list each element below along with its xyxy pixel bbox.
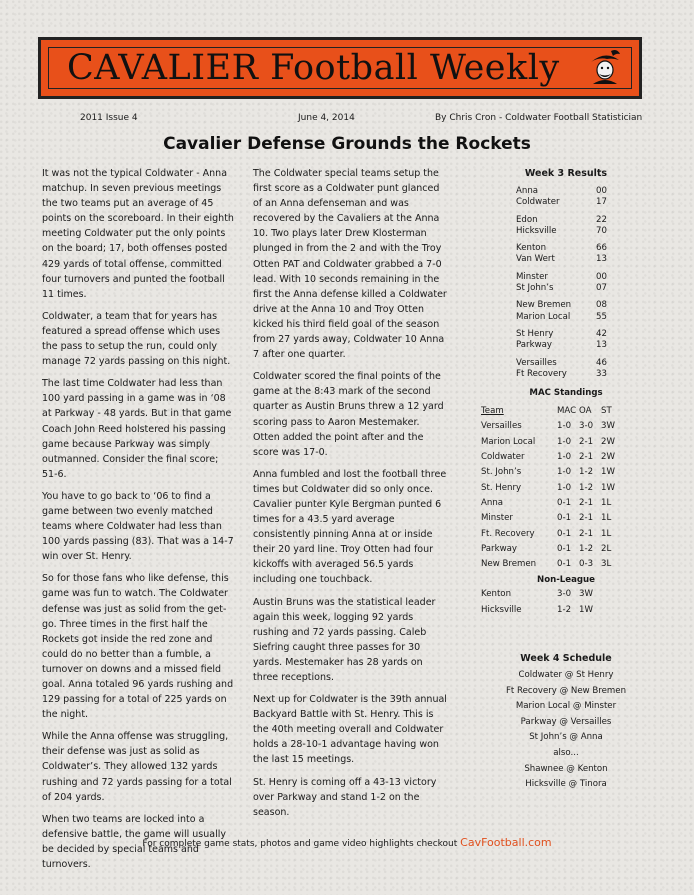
paragraph: When two teams are locked into a defensive battle, the game will usually be decided by special teams and turnovers. [42, 813, 226, 871]
paragraph: Next up for Coldwater is the 39th annual Backyard Battle with St. Henry. This is the 40th meeting overall and Coldwater holds a 28-10-1 advantage having won the last 15 meetings. [253, 694, 447, 766]
standings-row [481, 496, 662, 511]
team-name: St John’s [516, 283, 554, 294]
schedule-item: Marion Local @ Minster [515, 701, 617, 712]
paragraph: Coldwater scored the final points of the game at the 8:43 mark of the second quarter as Austin Bruns threw a 12 yard scoring pass to Aaron Mestemaker. Otten added the point after and the score was 17-0. [253, 371, 444, 458]
paragraph: While the Anna offense was struggling, their defense was just as solid as Coldwater’s. They allowed 132 yards rushing and 72 yards passing for a total of 204 yards. [42, 731, 232, 803]
game-result [516, 329, 662, 352]
standings-row [481, 481, 662, 496]
team-name: Ft Recovery [516, 368, 567, 379]
issue-date: June 4, 2014 [298, 113, 355, 123]
nonleague-cell: 1-2 [557, 604, 572, 615]
team-name: Parkway [516, 340, 552, 351]
standings-row [481, 450, 662, 465]
paragraph: It was not the typical Coldwater - Anna matchup. In seven previous meetings the two teams put an average of 45 points on the scoreboard. In their eighth meeting Coldwater put the only points on the board; 17, both offenses posted 429 yards of total offense, committed four turnovers and punted the football 11 times. [42, 168, 234, 300]
team-name: St Henry [516, 328, 554, 339]
game-result [516, 186, 662, 209]
team-score: 22 [596, 214, 607, 225]
paragraph: Anna fumbled and lost the football three times but Coldwater did so only once. Cavalier punter Kyle Bergman punted 6 times for a 43.5 yard average consistently pinning Anna at or inside their 20 yard line. Troy Otten had four kickoffs with averaged 56.5 yards including one touchback. [253, 468, 447, 586]
team-name: Marion Local [516, 311, 571, 322]
standings-cell: Anna [481, 497, 504, 508]
article-headline: Cavalier Defense Grounds the Rockets [163, 134, 531, 154]
team-score: 00 [596, 186, 607, 196]
team-name: Van Wert [516, 254, 555, 265]
standings-cell: 1L [601, 513, 612, 524]
game-result [516, 358, 662, 381]
footer-link[interactable]: CavFootball.com [460, 836, 552, 849]
standings-row [481, 557, 662, 572]
game-result [516, 215, 662, 238]
standings-cell: 1W [601, 467, 615, 478]
game-result [516, 300, 662, 323]
standings-header: MAC [557, 406, 577, 417]
standings-cell: 2W [601, 452, 615, 463]
nonleague-row [481, 603, 662, 618]
nonleague-cell: Kenton [481, 589, 512, 600]
standings-cell: New Bremen [481, 559, 537, 570]
standings-cell: 3L [601, 559, 612, 570]
team-name: Kenton [516, 243, 547, 254]
schedule-item: Ft Recovery @ New Bremen [505, 685, 627, 696]
standings-list [470, 419, 662, 572]
standings-row [481, 435, 662, 450]
standings-cell: 0-1 [557, 543, 572, 554]
standings-title: MAC Standings [529, 388, 603, 399]
standings-cell: 1W [601, 482, 615, 493]
standings-cell: 1-0 [557, 436, 572, 447]
team-score: 08 [596, 300, 607, 311]
standings-cell: St. John’s [481, 467, 522, 478]
standings-header: Team [481, 406, 504, 417]
team-score: 33 [596, 368, 607, 379]
issue-number: 2011 Issue 4 [80, 113, 138, 123]
standings-cell: 2-1 [579, 497, 594, 508]
standings-cell: 2-1 [579, 513, 594, 524]
standings-cell: Parkway [481, 543, 517, 554]
team-score: 46 [596, 357, 607, 368]
schedule-item: St John’s @ Anna [529, 732, 603, 743]
game-result [516, 243, 662, 266]
team-score: 13 [596, 340, 607, 351]
nonleague-cell: 1W [579, 604, 593, 615]
paragraph: Coldwater, a team that for years has featured a spread offense which uses the pass to setup the run, could only manage 72 yards passing on this night. [42, 310, 231, 368]
sidebar [470, 168, 662, 793]
standings-header: ST [601, 406, 612, 417]
standings-cell: 2-1 [579, 528, 594, 539]
standings-cell: 0-1 [557, 559, 572, 570]
nonleague-cell: Hicksville [481, 604, 522, 615]
nonleague-title: Non-League [537, 575, 595, 586]
masthead-title: CAVALIER Football Weekly [67, 48, 560, 88]
team-score: 17 [596, 197, 607, 208]
standings-cell: 0-1 [557, 528, 572, 539]
article-column-2 [253, 166, 447, 827]
standings-cell: 3-0 [579, 421, 594, 432]
team-name: Minster [516, 271, 548, 282]
standings-cell: 0-1 [557, 513, 572, 524]
standings-cell: 1-2 [579, 543, 594, 554]
standings-header-row [481, 404, 662, 419]
team-name: Anna [516, 186, 539, 196]
standings-cell: Ft. Recovery [481, 528, 535, 539]
schedule-title: Week 4 Schedule [520, 653, 612, 665]
standings-cell: 1-0 [557, 421, 572, 432]
standings-cell: 2-1 [579, 452, 594, 463]
standings-cell: 1L [601, 528, 612, 539]
footer [0, 836, 694, 849]
standings-cell: 1-0 [557, 482, 572, 493]
nonleague-cell: 3W [579, 589, 593, 600]
schedule-item: Coldwater @ St Henry [518, 670, 614, 681]
standings-cell: 3W [601, 421, 615, 432]
standings-row [481, 527, 662, 542]
schedule-item: Hicksville @ Tinora [525, 779, 607, 790]
paragraph: The Coldwater special teams setup the first score as a Coldwater punt glanced of an Anna defenseman and was recovered by the Cavaliers at the Anna 10. Two plays later Drew Klosterman plunged in from the 2 and with the Troy Otten PAT and Coldwater grabbed a 7-0 lead. With 10 seconds remaining in the first the Anna defense killed a Coldwater drive at the Anna 10 and Troy Otten kicked his third field goal of the season from 27 yards away, Coldwater 10 Anna 7 after one quarter. [253, 168, 447, 361]
standings-header: OA [579, 406, 592, 417]
standings-cell: 1-0 [557, 452, 572, 463]
article-column-1 [42, 166, 236, 879]
team-score: 13 [596, 254, 607, 265]
paragraph: St. Henry is coming off a 43-13 victory over Parkway and stand 1-2 on the season. [253, 776, 437, 818]
schedule-item: also... [553, 747, 579, 758]
paragraph: Austin Bruns was the statistical leader again this week, logging 92 yards rushing and 72 yards passing. Caleb Siefring caught three passes for 30 yards. Mestemaker has 28 yards on three receptions. [253, 596, 436, 683]
standings-row [481, 511, 662, 526]
standings-cell: 1-2 [579, 482, 594, 493]
standings-cell: Marion Local [481, 436, 536, 447]
standings-cell: 2W [601, 436, 615, 447]
team-score: 07 [596, 283, 607, 294]
standings-cell: 0-1 [557, 497, 572, 508]
byline: By Chris Cron - Coldwater Football Statistician [435, 113, 643, 123]
team-score: 42 [596, 328, 607, 339]
standings-cell: 1-0 [557, 467, 572, 478]
standings-cell: Versailles [481, 421, 522, 432]
game-result [516, 272, 662, 295]
team-name: Coldwater [516, 197, 560, 208]
team-name: Versailles [516, 357, 557, 368]
standings-row [481, 465, 662, 480]
masthead-banner [38, 37, 642, 99]
standings-cell: 0-3 [579, 559, 594, 570]
schedule-item: Parkway @ Versailles [520, 716, 612, 727]
paragraph: You have to go back to ‘06 to find a game between two evenly matched teams where Coldwater had less than 100 yards passing (83). That was a 14-7 win over St. Henry. [42, 490, 234, 563]
standings-cell: 1-2 [579, 467, 594, 478]
team-score: 70 [596, 225, 607, 236]
team-name: Edon [516, 214, 538, 225]
nonleague-list [470, 587, 662, 618]
footer-text: For complete game stats, photos and game video highlights checkout [142, 839, 458, 849]
schedule-list [470, 668, 662, 793]
standings-cell: 2L [601, 543, 612, 554]
standings-row [481, 542, 662, 557]
results-list [470, 186, 662, 380]
team-name: New Bremen [516, 300, 572, 311]
standings-cell: St. Henry [481, 482, 522, 493]
team-name: Hicksville [516, 225, 557, 236]
paragraph: The last time Coldwater had less than 100 yard passing in a game was in ‘08 at Parkway - 48 yards. But in that game Coach John Reed holstered his passing game because Parkway was simply outmanned. Consider the final score; 51-6. [42, 378, 232, 480]
standings-row [481, 419, 662, 434]
team-score: 55 [596, 311, 607, 322]
paragraph: So for those fans who like defense, this game was fun to watch. The Coldwater defense was just as solid from the get-go. Three times in the first half the Rockets got inside the red zone and could do no better than a fumble, a turnover on downs and a missed field goal. Anna totaled 96 yards rushing and 129 passing for a total of 225 yards on the night. [42, 573, 234, 721]
cavalier-mascot-logo [587, 48, 623, 86]
team-score: 00 [596, 271, 607, 282]
standings-cell: Minster [481, 513, 513, 524]
schedule-item: Shawnee @ Kenton [524, 763, 608, 774]
nonleague-cell: 3-0 [557, 589, 572, 600]
results-title: Week 3 Results [524, 168, 608, 179]
standings-cell: 2-1 [579, 436, 594, 447]
team-score: 66 [596, 243, 607, 254]
standings-cell: 1L [601, 497, 612, 508]
standings-cell: Coldwater [481, 452, 525, 463]
nonleague-row [481, 587, 662, 602]
